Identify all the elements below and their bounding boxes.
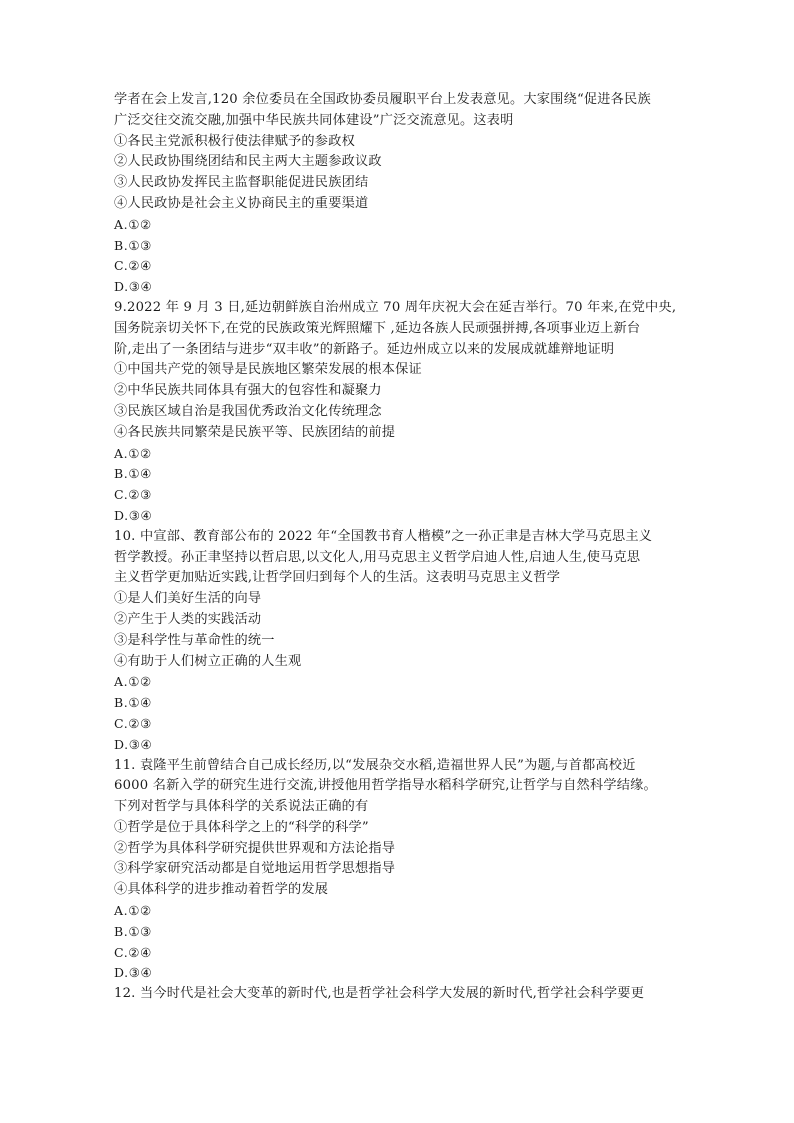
answer-option: A.①② [114, 674, 152, 690]
text-line: 阶,走出了一条团结与进步“双丰收”的新路子。延边州成立以来的发展成就雄辩地证明 [114, 341, 615, 357]
exam-page [114, 90, 689, 1005]
text-line: 学者在会上发言,120 余位委员在全国政协委员履职平台上发表意见。大家围绕“促进各民族 [114, 92, 651, 107]
answer-option: B.①③ [114, 237, 152, 253]
text-line: ④有助于人们树立正确的人生观 [114, 653, 302, 669]
text-line: ④人民政协是社会主义协商民主的重要渠道 [114, 195, 369, 211]
text-line: ②中华民族共同体具有强大的包容性和凝聚力 [114, 383, 382, 399]
text-line: ①各民主党派积极行使法律赋予的参政权 [114, 133, 355, 149]
answer-option: C.②③ [114, 487, 152, 503]
text-line: ③人民政协发挥民主监督职能促进民族团结 [114, 175, 369, 191]
text-line: ③民族区域自治是我国优秀政治文化传统理念 [114, 403, 382, 419]
text-line: ④各民族共同繁荣是民族平等、民族团结的前提 [114, 424, 396, 440]
text-line: ③科学家研究活动都是自觉地运用哲学思想指导 [114, 861, 396, 877]
text-line: 国务院亲切关怀下,在党的民族政策光辉照耀下 ,延边各族人民顽强拼搏,各项事业迈上新台 [114, 320, 641, 336]
text-line: 10. 中宣部、教育部公布的 2022 年“全国教书育人楷模”之一孙正聿是吉林大学马克思主义 [114, 528, 653, 544]
text-line: 9.2022 年 9 月 3 日,延边朝鲜族自治州成立 70 周年庆祝大会在延吉举行。70 年来,在党中央, [114, 299, 677, 315]
answer-option: B.①④ [114, 695, 152, 711]
text-line: ④具体科学的进步推动着哲学的发展 [114, 882, 329, 898]
answer-option: D.③④ [114, 965, 153, 981]
answer-option: C.②④ [114, 944, 152, 960]
answer-option: C.②③ [114, 715, 152, 731]
answer-option: B.①④ [114, 466, 152, 482]
text-line: 11. 袁隆平生前曾结合自己成长经历,以“发展杂交水稻,造福世界人民”为题,与首都高校近 [114, 757, 636, 773]
answer-option: A.①② [114, 903, 152, 919]
answer-option: A.①② [114, 216, 152, 232]
text-line: ①是人们美好生活的向导 [114, 591, 262, 607]
text-line: 12. 当今时代是社会大变革的新时代,也是哲学社会科学大发展的新时代,哲学社会科学要更 [114, 986, 645, 1002]
text-line: 广泛交往交流交融,加强中华民族共同体建设”广泛交流意见。这表明 [114, 112, 514, 128]
answer-option: A.①② [114, 445, 152, 461]
text-line: ②哲学为具体科学研究提供世界观和方法论指导 [114, 840, 396, 856]
text-line: 哲学教授。孙正聿坚持以哲启思,以文化人,用马克思主义哲学启迪人性,启迪人生,使马克思 [114, 549, 641, 565]
text-line: 主义哲学更加贴近实践,让哲学回归到每个人的生活。这表明马克思主义哲学 [114, 570, 561, 586]
answer-option: D.③④ [114, 736, 153, 752]
text-line: 下列对哲学与具体科学的关系说法正确的有 [114, 799, 369, 815]
text-line: ③是科学性与革命性的统一 [114, 632, 275, 648]
answer-option: B.①③ [114, 923, 152, 939]
text-line: ①中国共产党的领导是民族地区繁荣发展的根本保证 [114, 362, 422, 378]
text-line: ②人民政协围绕团结和民主两大主题参政议政 [114, 154, 382, 170]
text-line: 6000 名新入学的研究生进行交流,讲授他用哲学指导水稻科学研究,让哲学与自然科学结缘。 [114, 778, 657, 794]
answer-option: C.②④ [114, 258, 152, 274]
answer-option: D.③④ [114, 279, 153, 295]
text-line: ②产生于人类的实践活动 [114, 611, 262, 627]
answer-option: D.③④ [114, 507, 153, 523]
text-line: ①哲学是位于具体科学之上的“科学的科学” [114, 819, 369, 835]
